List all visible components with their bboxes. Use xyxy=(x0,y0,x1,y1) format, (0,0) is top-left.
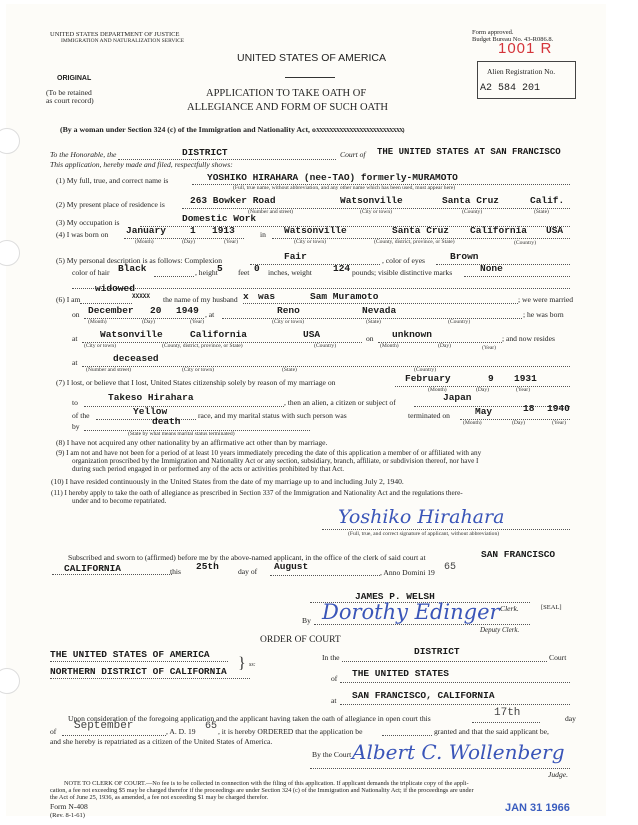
item-8: (8) I have not acquired any other nationality by an affirmative act other than by marriage. xyxy=(56,438,328,447)
marriage-month: December xyxy=(88,305,134,316)
caption: (Month) xyxy=(135,239,154,245)
ss-label: ss: xyxy=(249,662,256,668)
eyes-label: , color of eyes xyxy=(382,256,426,265)
divider xyxy=(285,77,335,78)
sworn-month: August xyxy=(274,561,309,572)
complexion: Fair xyxy=(284,251,307,262)
to-honorable: To the Honorable, the xyxy=(50,150,117,159)
dotted-fill-line xyxy=(340,704,570,705)
item-1-caption: (Full, true name, without abbreviation, and any other name which has been used, must appear here) xyxy=(233,185,456,191)
this-label: this xyxy=(170,567,181,576)
clerk-note: the Act of June 25, 1936, as amended, a fee not exceeding $1 may be charged therefor. xyxy=(50,794,269,801)
hair-label: color of hair xyxy=(72,268,110,277)
was-text: was xyxy=(258,291,276,302)
form-subtitle xyxy=(60,125,404,134)
caption: (State) xyxy=(534,209,549,215)
sworn-state: CALIFORNIA xyxy=(64,563,122,574)
clerk-name: JAMES P. WELSH xyxy=(355,591,435,602)
item-6-label: (6) I am xyxy=(56,295,81,304)
loss-day: 9 xyxy=(488,373,494,384)
on-label: on xyxy=(366,334,374,343)
caption: (Year) xyxy=(224,239,239,245)
granted-text: granted and that the said applicant be, xyxy=(434,727,549,736)
height-label: , height xyxy=(195,268,218,277)
alien-label: , then an alien, a citizen or subject of xyxy=(284,398,396,407)
termination-means: death xyxy=(152,416,181,427)
at-label: at xyxy=(331,696,337,705)
case-caption-2: NORTHERN DISTRICT OF CALIFORNIA xyxy=(50,666,227,677)
marital-status: widowed xyxy=(95,283,135,294)
hair-color: Black xyxy=(118,263,147,274)
original-label: ORIGINAL xyxy=(57,75,92,82)
husband-residence: deceased xyxy=(113,353,159,364)
deputy-clerk-signature: Dorothy Edinger xyxy=(322,600,500,624)
husband-birth-city: Watsonville xyxy=(100,329,163,340)
item-9-line: during such period engaged in or performed any of the acts or activities prohibited by that Act. xyxy=(72,465,345,473)
residence-street: 263 Bowker Road xyxy=(190,195,276,206)
sworn-day: 25th xyxy=(196,561,219,572)
item-1-label: (1) My full, true, and correct name is xyxy=(56,176,169,185)
marriage-day: 20 xyxy=(150,305,162,316)
anno-domini-label: , Anno Domini 19 xyxy=(380,568,435,577)
husband-birth-country: USA xyxy=(303,329,321,340)
item-10: (10) I have resided continuously in the United States from the date of my marriage up to and including July 2, 1940. xyxy=(51,477,404,486)
by-label: By xyxy=(302,616,311,625)
dotted-fill-line xyxy=(250,264,380,265)
dotted-fill-line xyxy=(310,768,570,769)
loss-year: 1931 xyxy=(514,373,537,384)
dotted-fill-line xyxy=(96,419,196,420)
caption: (Day) xyxy=(512,420,526,426)
retained-note-2: as court record) xyxy=(46,96,94,105)
inches-label: inches, weight xyxy=(268,268,312,277)
caption: (Day) xyxy=(182,239,196,245)
budget-bureau-no: Budget Bureau No. 43-R086.8. xyxy=(472,36,554,43)
order-text: Upon consideration of the foregoing application and the applicant having taken the oath of allegiance in open court this xyxy=(68,714,431,723)
court-type: DISTRICT xyxy=(182,147,228,158)
of-label: of xyxy=(50,727,57,736)
eye-color: Brown xyxy=(450,251,479,262)
caption: (City or town) xyxy=(294,239,327,245)
dotted-fill-line xyxy=(50,678,250,679)
husband-label: the name of my husband xyxy=(163,295,238,304)
marks-label: pounds; visible distinctive marks xyxy=(352,268,453,277)
dotted-fill-line xyxy=(80,303,132,304)
seal-label: [SEAL] xyxy=(541,604,562,611)
item-2-label: (2) My present place of residence is xyxy=(56,200,165,209)
alien-registration-box xyxy=(477,61,576,99)
caption: (Month) xyxy=(380,343,399,349)
resides-label: ; and now resides xyxy=(502,334,555,343)
dotted-fill-line xyxy=(314,624,530,625)
department: UNITED STATES DEPARTMENT OF JUSTICE xyxy=(50,31,180,38)
at-label: at xyxy=(72,334,78,343)
termination-year: 1940 xyxy=(547,403,570,414)
residence-state: Calif. xyxy=(530,195,565,206)
order-text: , it is hereby ORDERED that the application be xyxy=(218,727,363,736)
caption: (City or town) xyxy=(272,319,305,325)
form-title-line-2: ALLEGIANCE AND FORM OF SUCH OATH xyxy=(187,102,388,113)
occupation: Domestic Work xyxy=(182,213,257,224)
husband-name: Sam Muramoto xyxy=(310,291,379,302)
dotted-fill-line xyxy=(82,366,570,367)
full-name: YOSHIKO HIRAHARA (nee-TAO) formerly-MURAMOTO xyxy=(207,172,458,183)
order-court-name: THE UNITED STATES xyxy=(352,668,449,679)
marriage-year: 1949 xyxy=(176,305,199,316)
service: IMMIGRATION AND NATURALIZATION SERVICE xyxy=(61,38,185,44)
handwritten-file-number: 1001 R xyxy=(498,40,553,57)
by-label: by xyxy=(72,422,80,431)
item-9-line: (9) I am not and have not been for a period of at least 10 years immediately preceding the date of this application a member of or affiliated with any xyxy=(56,449,482,457)
struck-text: XXXXX xyxy=(132,293,151,300)
form-approved: Form approved. xyxy=(472,29,514,36)
dotted-fill-line xyxy=(243,303,518,304)
caption: (Month) xyxy=(463,420,482,426)
order-month: September xyxy=(74,720,134,732)
caption: (Number and street) xyxy=(248,209,294,215)
sworn-city: SAN FRANCISCO xyxy=(481,549,556,560)
caption: (Country) xyxy=(514,240,537,246)
date-stamp: JAN 31 1966 xyxy=(505,802,570,814)
husband-birth-state: California xyxy=(190,329,248,340)
caption: (Country) xyxy=(314,343,337,349)
caption: (Day) xyxy=(142,319,156,325)
court-name: THE UNITED STATES AT SAN FRANCISCO xyxy=(377,147,561,157)
former-husband-name: Takeso Hirahara xyxy=(108,392,194,403)
race-label: race, and my marital status with such person was xyxy=(198,411,347,420)
marriage-state: Nevada xyxy=(362,305,397,316)
of-the-label: of the xyxy=(72,411,90,420)
caption: (City or town) xyxy=(84,343,117,349)
terminated-label: terminated on xyxy=(408,411,450,420)
dotted-fill-line xyxy=(472,722,540,723)
alien-registration-number: A2 584 201 xyxy=(480,83,541,94)
husband-birth-date: unknown xyxy=(392,329,432,340)
court-of-label: Court of xyxy=(340,150,366,159)
termination-month: May xyxy=(475,406,493,417)
judge-label: Judge. xyxy=(548,770,569,779)
form-number: Form N-408 xyxy=(50,802,88,811)
order-title: ORDER OF COURT xyxy=(260,635,341,645)
order-day: 17th xyxy=(494,707,521,719)
caption: (Number and street) xyxy=(86,367,132,373)
caption: (Day) xyxy=(476,387,490,393)
residence-county: Santa Cruz xyxy=(442,195,500,206)
item-7-label: (7) I lost, or believe that I lost, United States citizenship solely by reason of my marriage on xyxy=(56,378,336,387)
caption: (State) xyxy=(366,319,381,325)
dotted-fill-line xyxy=(340,682,570,683)
race: Yellow xyxy=(133,406,168,417)
birth-month: January xyxy=(126,225,166,236)
caption: (Year) xyxy=(482,345,497,351)
caption: (Day) xyxy=(438,343,452,349)
ad-label: , A. D. 19 xyxy=(166,727,196,736)
born-label: ; he was born xyxy=(523,310,564,319)
order-court-type: DISTRICT xyxy=(414,646,460,657)
dotted-fill-line xyxy=(72,288,570,289)
at-label: at xyxy=(72,358,78,367)
caption: (Country) xyxy=(414,367,437,373)
item-11-line: (11) I hereby apply to take the oath of allegiance as prescribed in Section 337 of the Immigration and Nationality Act and the regulations there- xyxy=(51,489,463,497)
at-label: , at xyxy=(205,310,215,319)
dotted-fill-line xyxy=(342,661,547,662)
feet-label: feet xyxy=(238,268,250,277)
birth-day: 1 xyxy=(190,225,196,236)
caption: (City or town) xyxy=(182,367,215,373)
marriage-city: Reno xyxy=(277,305,300,316)
item-3-label: (3) My occupation is xyxy=(56,218,120,227)
dotted-fill-line xyxy=(50,661,228,662)
caption: (Country) xyxy=(448,319,471,325)
caption: (Month) xyxy=(428,387,447,393)
caption: (Year) xyxy=(190,319,205,325)
dotted-fill-line xyxy=(382,735,432,736)
form-title-line-1: APPLICATION TO TAKE OATH OF xyxy=(206,88,367,99)
court-label: Court xyxy=(549,653,567,662)
case-caption-1: THE UNITED STATES OF AMERICA xyxy=(50,649,210,660)
termination-day: 18 xyxy=(523,403,535,414)
order-text: and she hereby is repatriated as a citizen of the United States of America. xyxy=(50,737,273,746)
sworn-text: Subscribed and sworn to (affirmed) before me by the above-named applicant, in the office of the clerk of said court at xyxy=(68,553,426,562)
sworn-year: 65 xyxy=(444,562,457,573)
struck-x: x xyxy=(243,291,249,302)
dotted-fill-line xyxy=(322,529,570,530)
item-5-label: (5) My personal description is as follows: Complexion xyxy=(56,256,222,265)
struck-text: XXXXXXXXXXXXXXXXXXXXXXXXXX) xyxy=(315,128,404,134)
item-4-label: (4) I was born on xyxy=(56,230,109,239)
revision: (Rev. 8-1-61) xyxy=(50,812,85,819)
birth-country: USA xyxy=(546,225,564,236)
by-court-label: By the Court xyxy=(312,750,352,759)
subtitle-text: (By a woman under Section 324 (c) of the Immigration and Nationality Act, o xyxy=(60,125,316,134)
married-label: ; we were married xyxy=(518,295,574,304)
birth-year: 1913 xyxy=(212,225,235,236)
birth-state: California xyxy=(470,225,528,236)
dotted-fill-line xyxy=(436,264,570,265)
signature-caption: (Full, true, and correct signature of applicant, without abbreviation) xyxy=(348,531,500,537)
dotted-fill-line xyxy=(270,575,380,576)
of-label: of xyxy=(331,674,338,683)
caption: (State) xyxy=(282,367,297,373)
intro: This application, hereby made and filed, respectfully shows: xyxy=(50,160,233,169)
in-the-label: In the xyxy=(322,653,340,662)
country-heading: UNITED STATES OF AMERICA xyxy=(237,52,386,64)
caption: (County, district, province, or State) xyxy=(162,343,243,349)
former-husband-nationality: Japan xyxy=(443,392,472,403)
alien-registration-label: Alien Registration No. xyxy=(487,67,556,76)
brace: } xyxy=(238,655,246,672)
birth-city: Watsonville xyxy=(284,225,347,236)
clerk-label: Clerk. xyxy=(500,604,519,613)
day-label: day xyxy=(565,714,576,723)
dotted-fill-line xyxy=(62,735,166,736)
item-11-line: under and to become repatriated. xyxy=(72,497,167,505)
dotted-fill-line xyxy=(84,406,284,407)
weight: 124 xyxy=(333,263,351,274)
height-feet: 5 xyxy=(217,263,223,274)
residence-city: Watsonville xyxy=(340,195,403,206)
clerk-note: cation, a fee not exceeding $5 may be charged therefor if the proceedings are under Section 324 (c) of the Immigration and Nationality Act; if the proceedings are under xyxy=(50,787,474,794)
order-year: 65 xyxy=(205,721,218,732)
judge-signature: Albert C. Wollenberg xyxy=(352,740,565,764)
order-location: SAN FRANCISCO, CALIFORNIA xyxy=(352,690,495,701)
caption: (County) xyxy=(462,209,483,215)
in-label: in xyxy=(260,230,266,239)
to-label: to xyxy=(72,398,78,407)
caption: (Year) xyxy=(516,387,531,393)
caption: (City or town) xyxy=(360,209,393,215)
applicant-signature: Yoshiko Hirahara xyxy=(338,506,505,528)
retained-note: (To be retained xyxy=(46,88,92,97)
dotted-fill-line xyxy=(52,574,172,575)
day-of-label: day of xyxy=(238,567,258,576)
caption: (County, district, province, or State) xyxy=(374,239,455,245)
height-inches: 0 xyxy=(254,263,260,274)
deputy-clerk-label: Deputy Clerk. xyxy=(480,626,520,634)
dotted-fill-line xyxy=(154,276,194,277)
birth-county: Santa Cruz xyxy=(392,225,450,236)
dotted-fill-line xyxy=(464,276,570,277)
caption: (Year) xyxy=(552,420,567,426)
distinctive-marks: None xyxy=(480,263,503,274)
loss-month: February xyxy=(405,373,451,384)
caption: (Month) xyxy=(88,319,107,325)
on-label: on xyxy=(72,310,80,319)
item-9-line: organization proscribed by the Immigration and Nationality Act or any section, subsidiary, branch, affiliate, or subdivision thereof, nor have I xyxy=(72,457,479,465)
caption: (State by what means marital status terminated) xyxy=(128,431,235,437)
clerk-note: NOTE TO CLERK OF COURT.—No fee is to be collected in connection with the filing of this application. If applicant demands the triplicate copy of the appli- xyxy=(64,780,469,787)
